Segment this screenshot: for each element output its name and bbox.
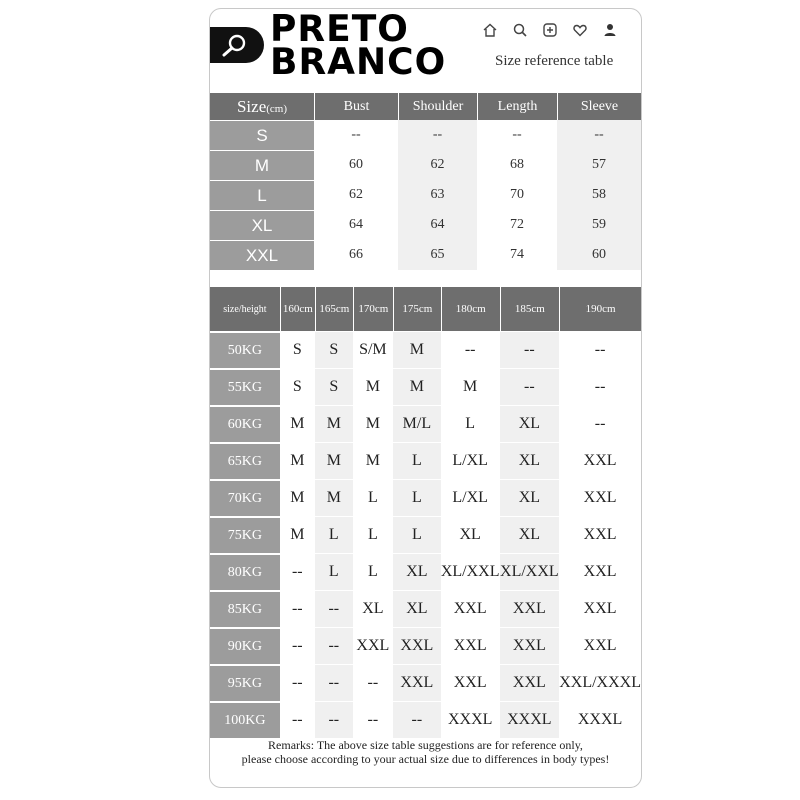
column-header: Shoulder xyxy=(398,93,477,120)
table-cell: L xyxy=(393,442,441,479)
table-row xyxy=(210,479,641,516)
table-row xyxy=(210,331,641,368)
table-cell: XXXL xyxy=(559,701,641,738)
table-cell: -- xyxy=(353,664,393,701)
table-cell: XXXL xyxy=(441,701,500,738)
table-cell: L xyxy=(353,516,393,553)
size-label: L xyxy=(210,180,314,210)
table-cell: XL xyxy=(441,516,500,553)
height-column-header: 165cm xyxy=(315,287,353,331)
table-cell: 68 xyxy=(510,157,524,172)
table-cell: M xyxy=(315,479,353,516)
table-cell: XXL xyxy=(500,590,560,627)
table-row xyxy=(210,664,641,701)
weight-label: 80KG xyxy=(210,553,280,590)
size-measurement-table xyxy=(210,93,641,270)
table-cell: XL/XXL xyxy=(500,553,560,590)
heart-icon[interactable] xyxy=(572,22,588,38)
height-column-header: 175cm xyxy=(393,287,441,331)
table-cell: M xyxy=(353,405,393,442)
table-row xyxy=(210,150,641,180)
search-tab[interactable] xyxy=(210,27,264,63)
table-cell: S xyxy=(280,368,315,405)
home-icon[interactable] xyxy=(482,22,498,38)
table-cell: L xyxy=(353,479,393,516)
table-cell: XL xyxy=(500,516,560,553)
height-column-header: 170cm xyxy=(353,287,393,331)
add-icon[interactable] xyxy=(542,22,558,38)
table-cell: 64 xyxy=(349,217,363,232)
page-subtitle: Size reference table xyxy=(495,53,614,69)
table-cell: XXL xyxy=(559,442,641,479)
table-cell: XL xyxy=(500,442,560,479)
table-cell: -- xyxy=(398,120,477,150)
table-cell: 62 xyxy=(398,150,477,180)
table-cell: M xyxy=(353,368,393,405)
brand-line-2: BRANCO xyxy=(270,41,447,84)
table-cell: -- xyxy=(315,590,353,627)
height-column-header: 180cm xyxy=(441,287,500,331)
weight-label: 60KG xyxy=(210,405,280,442)
table-row xyxy=(210,180,641,210)
table-cell: 63 xyxy=(398,180,477,210)
weight-label: 85KG xyxy=(210,590,280,627)
column-header: Sleeve xyxy=(557,93,641,120)
table-cell: XXL xyxy=(441,627,500,664)
column-header: Length xyxy=(477,93,557,120)
table-cell: 60 xyxy=(349,157,363,172)
table-cell: L xyxy=(441,405,500,442)
size-chart-card xyxy=(209,8,642,788)
weight-label: 50KG xyxy=(210,331,280,368)
table-cell: L xyxy=(393,479,441,516)
table-row xyxy=(210,405,641,442)
table-cell: 62 xyxy=(349,187,363,202)
table-row xyxy=(210,210,641,240)
table-cell: 66 xyxy=(349,247,363,262)
remarks-line-1: Remarks: The above size table suggestions are for reference only, xyxy=(268,738,583,752)
table-cell: 64 xyxy=(398,210,477,240)
table-cell: XXXL xyxy=(500,701,560,738)
table-cell: XXL xyxy=(559,553,641,590)
table-cell: M xyxy=(393,331,441,368)
size-label: XXL xyxy=(210,240,314,270)
table-cell: M xyxy=(393,368,441,405)
table-cell: -- xyxy=(441,331,500,368)
table-row xyxy=(210,240,641,270)
table-cell: M xyxy=(353,442,393,479)
column-header: Bust xyxy=(314,93,398,120)
weight-label: 90KG xyxy=(210,627,280,664)
table-row xyxy=(210,120,641,150)
table-cell: -- xyxy=(393,701,441,738)
table-cell: -- xyxy=(351,127,361,142)
table-row xyxy=(210,590,641,627)
table-cell: S xyxy=(280,331,315,368)
table-cell: 70 xyxy=(510,187,524,202)
table-cell: M/L xyxy=(393,405,441,442)
table-row xyxy=(210,368,641,405)
size-label: S xyxy=(210,120,314,150)
table-cell: S xyxy=(315,368,353,405)
table-row xyxy=(210,516,641,553)
table-cell: XL/XXL xyxy=(441,553,500,590)
table-cell: XL xyxy=(500,405,560,442)
table-cell: -- xyxy=(315,627,353,664)
table-cell: M xyxy=(280,479,315,516)
height-column-header: 190cm xyxy=(559,287,641,331)
table-cell: -- xyxy=(557,120,641,150)
table-cell: L/XL xyxy=(441,479,500,516)
table-cell: XL xyxy=(500,479,560,516)
table-cell: 59 xyxy=(557,210,641,240)
table-cell: XXL/XXXL xyxy=(559,664,641,701)
table-cell: S/M xyxy=(353,331,393,368)
table-cell: -- xyxy=(500,368,560,405)
table-cell: XXL xyxy=(500,627,560,664)
remarks xyxy=(210,738,641,766)
table-cell: -- xyxy=(500,331,560,368)
table-row xyxy=(210,553,641,590)
weight-label: 65KG xyxy=(210,442,280,479)
weight-label: 55KG xyxy=(210,368,280,405)
table-cell: -- xyxy=(315,701,353,738)
table-cell: L xyxy=(315,553,353,590)
corner-header: size/height xyxy=(210,287,280,331)
remarks-line-2: please choose according to your actual size due to differences in body types! xyxy=(241,752,610,766)
table-cell: XXL xyxy=(559,590,641,627)
weight-label: 95KG xyxy=(210,664,280,701)
height-column-header: 185cm xyxy=(500,287,560,331)
table-cell: XXL xyxy=(441,590,500,627)
search-icon[interactable] xyxy=(512,22,528,38)
table-cell: M xyxy=(315,442,353,479)
table-cell: XXL xyxy=(559,516,641,553)
table-cell: -- xyxy=(280,627,315,664)
brand-line-1: PRETO xyxy=(270,8,409,51)
table-row xyxy=(210,442,641,479)
weight-label: 75KG xyxy=(210,516,280,553)
table-cell: XXL xyxy=(353,627,393,664)
table-cell: L xyxy=(393,516,441,553)
table-cell: M xyxy=(315,405,353,442)
table-cell: XL xyxy=(353,590,393,627)
table-cell: XXL xyxy=(559,627,641,664)
search-icon xyxy=(220,33,250,57)
table-cell: -- xyxy=(280,590,315,627)
table-cell: XXL xyxy=(393,664,441,701)
table-cell: -- xyxy=(315,664,353,701)
table-cell: -- xyxy=(280,701,315,738)
table-cell: 72 xyxy=(510,217,524,232)
table-cell: XXL xyxy=(500,664,560,701)
height-column-header: 160cm xyxy=(280,287,315,331)
user-icon[interactable] xyxy=(602,22,618,38)
table-cell: 74 xyxy=(510,247,524,262)
table-cell: -- xyxy=(559,331,641,368)
table-row xyxy=(210,627,641,664)
weight-label: 100KG xyxy=(210,701,280,738)
table-row xyxy=(210,701,641,738)
table-cell: XXL xyxy=(441,664,500,701)
table-cell: M xyxy=(441,368,500,405)
table-cell: M xyxy=(280,442,315,479)
table-cell: S xyxy=(315,331,353,368)
table-cell: L/XL xyxy=(441,442,500,479)
size-column-header: Size(cm) xyxy=(210,93,314,120)
size-label: XL xyxy=(210,210,314,240)
table-cell: -- xyxy=(353,701,393,738)
table-cell: -- xyxy=(559,368,641,405)
weight-label: 70KG xyxy=(210,479,280,516)
table-cell: XL xyxy=(393,590,441,627)
table-cell: M xyxy=(280,405,315,442)
table-cell: L xyxy=(353,553,393,590)
table-cell: 60 xyxy=(557,240,641,270)
table-cell: XXL xyxy=(393,627,441,664)
size-label: M xyxy=(210,150,314,180)
table-cell: 58 xyxy=(557,180,641,210)
table-cell: -- xyxy=(280,553,315,590)
table-cell: L xyxy=(315,516,353,553)
table-cell: 65 xyxy=(398,240,477,270)
table-cell: -- xyxy=(559,405,641,442)
table-cell: -- xyxy=(512,127,522,142)
table-cell: XL xyxy=(393,553,441,590)
table-cell: 57 xyxy=(557,150,641,180)
brand-logo xyxy=(270,8,447,84)
table-cell: -- xyxy=(280,664,315,701)
size-fit-table xyxy=(210,287,641,738)
table-cell: M xyxy=(280,516,315,553)
table-cell: XXL xyxy=(559,479,641,516)
